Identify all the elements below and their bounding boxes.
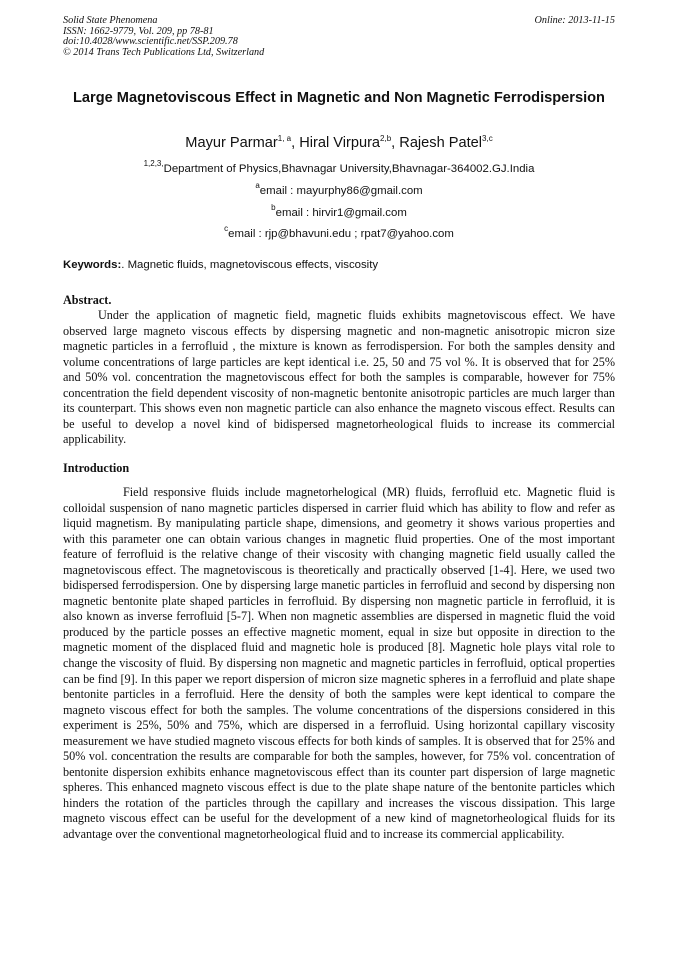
author-separator: , (291, 135, 300, 151)
affiliation-superscript: 1,2,3, (143, 159, 164, 168)
abstract-heading: Abstract. (63, 293, 112, 307)
paper-title: Large Magnetoviscous Effect in Magnetic and Non Magnetic Ferrodispersion (73, 90, 605, 106)
issn-line: ISSN: 1662-9779, Vol. 209, pp 78-81 (63, 25, 214, 37)
author-separator: , (391, 135, 400, 151)
journal-name: Solid State Phenomena (63, 15, 158, 26)
email-line (63, 200, 615, 221)
abstract-text: Under the application of magnetic field, magnetic fluids exhibits magnetoviscous effect. We have observed large magneto viscous effects by dispersing magnetic and non-magnetic anisotropic micron size magnetic particles in a ferrofluid , the mixture is known as ferrodispersion. For both the samples density and volume concentrations of large particles are kept identical i.e. 25, 50 and 75 vol %. It is observed that for 25% and 50% vol. concentration the magnetoviscous effect for both the samples is comparable, however for 75% concentration the field dependent viscosity of non-magnetic bentonite anisotropic particles are much larger than its counterpart. This shows even non magnetic particle can also enhance the magneto viscous effect. Results can be useful to develop a novel kind of bidispersed magnetorheological fluids to increase its commercial applicability. (63, 308, 615, 447)
author-superscript: 1, a (277, 134, 292, 143)
email-superscript: a (255, 181, 260, 190)
author-list (63, 129, 615, 153)
email-text[interactable]: email : mayurphy86@gmail.com (259, 185, 423, 197)
keywords-text: . Magnetic fluids, magnetoviscous effects, viscosity (121, 259, 379, 271)
author-name: Hiral Virpura (299, 135, 381, 151)
email-superscript: b (271, 203, 276, 212)
online-date: Online: 2013-11-15 (534, 15, 615, 26)
affiliation (63, 156, 615, 177)
author-superscript: 2,b (380, 134, 392, 143)
introduction-heading: Introduction (63, 461, 130, 475)
keywords (63, 258, 378, 273)
journal-header (63, 16, 423, 58)
email-line (63, 221, 615, 242)
email-text[interactable]: email : rjp@bhavuni.edu ; rpat7@yahoo.com (228, 228, 454, 240)
email-superscript: c (224, 224, 229, 233)
author-name: Mayur Parmar (185, 135, 278, 151)
email-text[interactable]: email : hirvir1@gmail.com (275, 207, 407, 219)
author-name: Rajesh Patel (399, 135, 483, 151)
affiliation-text: Department of Physics,Bhavnagar University,Bhavnagar-364002.GJ.India (163, 163, 535, 175)
copyright-line: © 2014 Trans Tech Publications Ltd, Switzerland (63, 46, 265, 58)
email-line (63, 178, 615, 199)
introduction-text: Field responsive fluids include magnetorhelogical (MR) fluids, ferrofluid etc. Magnetic fluid is colloidal suspension of nano magnetic particles dispersed in carrier fluid which has ability to flow and refer as liquid magnetism. By manipulating particle shape, dimensions, and geometry it shows various properties and with this parameter one can obtain various changes in magnetic fluid properties. One of the most important feature of ferrofluid is the relative change of their viscosity with changing magnetic field usually called the magnetoviscous effect. The magnetoviscous is theoretically and practically observed [1-4]. Here, we used two bidispersed ferrodispersion. One by dispersing large manetic particles in ferrofluid and second by dispersing non magnetic bentonite plate shaped particles in ferrofluid. By dispersing non magnetic particle in ferrofluid, it is also known as inverse ferrofluid [5-7]. When non magnetic assemblies are dispersed in magnetic fluid the void produced by the particle posses an effective magnetic moment, equal in size but opposite in direction to the magnetic moment of the displaced fluid and magnetic hole is produced [8]. Magnetic hole plays vital role to change the viscosity of fluid. By dispersing non magnetic and magnetic particles in ferrofluid, optical properties can be find [9]. In this paper we report dispersion of micron size magnetic spheres in a ferrofluid and plate shape bentonite particles in a ferrofluid. Here the density of both the samples were kept identical to compare the magneto viscous effect for both the samples. The volume concentrations of the dispersions considered in this experiment is 25%, 50% and 75%, which are dispersed in a ferrofluid. Using horizontal capillary viscosity measurement we have studied magneto viscous effects for both kinds of samples. It is observed that for 25% and 50% vol. concentration the results are comparable for both the samples, however, for 75% vol. concentration of bentonite dispersion exhibits enhance magnetoviscous effect than its counter part dispersion of large magnetic spheres. This enhanced magneto viscous effect is due to the plate shape nature of the bentonite particles which hinders the rotation of the particles through the capillary and increases the viscous dissipation. This large magneto viscous effect can be useful for the development of a new kind of magnetorheological fluids for its advantage over the conventional magnetorheological fluid and to increase its commercial applicability. (63, 485, 615, 842)
doi-line[interactable]: doi:10.4028/www.scientific.net/SSP.209.78 (63, 36, 238, 48)
author-superscript: 3,c (482, 134, 493, 143)
keywords-label: Keywords: (63, 259, 122, 271)
